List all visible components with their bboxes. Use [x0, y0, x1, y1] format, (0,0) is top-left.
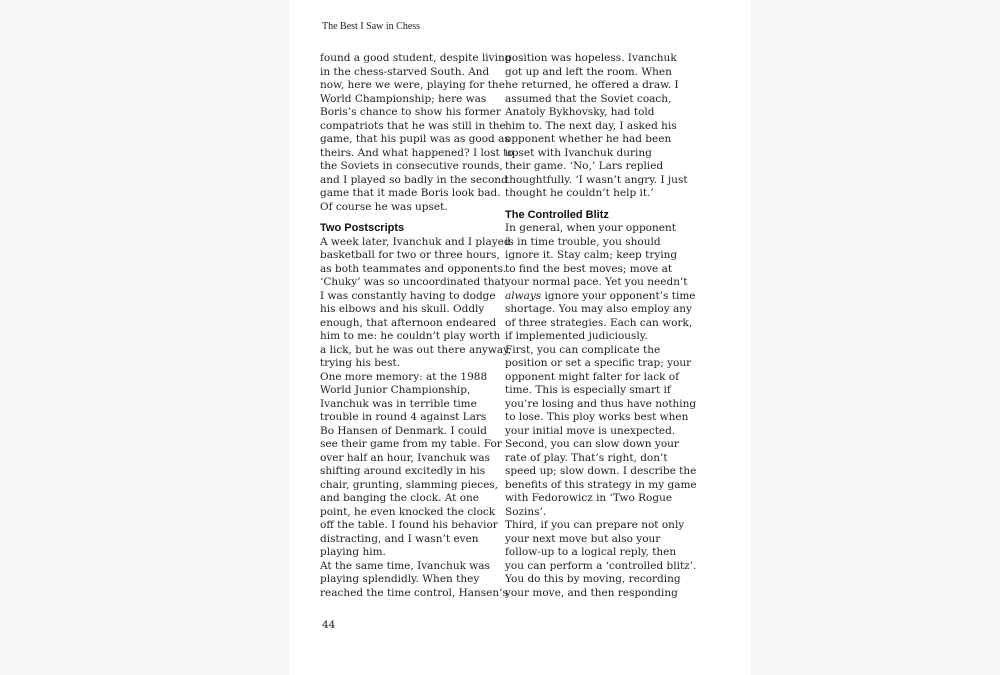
paragraph [505, 222, 696, 344]
text-line: position or set a specific trap; your [505, 357, 692, 369]
text-line: playing splendidly. When they [320, 573, 480, 585]
text-line: You do this by moving, recording [505, 573, 681, 585]
section-heading: The Controlled Blitz [505, 208, 609, 221]
text-line: Second, you can slow down your [505, 438, 679, 450]
text-run: ignore your opponent’s time [541, 289, 696, 302]
text-line: now, here we were, playing for the [320, 79, 505, 91]
text-line: to lose. This ploy works best when [505, 411, 689, 423]
text-line: distracting, and I wasn’t even [320, 532, 479, 545]
text-line: playing him. [320, 546, 386, 558]
text-line: with Fedorowicz in ‘Two Rogue [505, 492, 673, 504]
text-line: him to. The next day, I asked his [505, 119, 677, 132]
text-line: their game. ‘No,’ Lars replied [505, 160, 664, 172]
text-line: A week later, Ivanchuk and I played [320, 235, 511, 248]
text-line [505, 289, 696, 304]
text-line: as both teammates and opponents. [320, 262, 507, 275]
text-line: upset with Ivanchuk during [505, 146, 652, 159]
text-line: One more memory: at the 1988 [320, 370, 488, 383]
text-line: he returned, he offered a draw. I [505, 79, 679, 91]
text-line: At the same time, Ivanchuk was [320, 559, 490, 572]
text-line: and I played so badly in the second [320, 173, 508, 186]
text-line: I was constantly having to dodge [320, 289, 496, 302]
text-line: in the chess-starved South. And [320, 65, 490, 78]
text-line: World Championship; here was [320, 92, 487, 105]
text-line: of three strategies. Each can work, [505, 316, 693, 329]
paragraph [505, 438, 697, 519]
text-line: enough, that afternoon endeared [320, 316, 497, 329]
text-line: basketball for two or three hours, [320, 249, 500, 261]
spacer [505, 201, 685, 209]
left-column [320, 52, 514, 600]
text-line: trouble in round 4 against Lars [320, 411, 487, 423]
emphasis: always [505, 289, 542, 302]
text-line: him to me: he couldn’t play worth [320, 330, 501, 342]
text-line: Sozins’. [505, 505, 547, 518]
text-line: reached the time control, Hansen’s [320, 586, 508, 599]
text-line: In general, when your opponent [505, 222, 676, 234]
text-line: your move, and then responding [505, 586, 678, 599]
section-heading: Two Postscripts [320, 222, 405, 234]
text-line: your normal pace. Yet you needn’t [505, 276, 688, 288]
text-line: World Junior Championship, [320, 384, 471, 396]
text-line: Boris’s chance to show his former [320, 106, 501, 118]
text-line: chair, grunting, slamming pieces, [320, 478, 499, 491]
text-line: to find the best moves; move at [505, 262, 673, 275]
text-line: position was hopeless. Ivanchuk [505, 52, 677, 64]
text-line: over half an hour, Ivanchuk was [320, 451, 491, 464]
text-line: thought he couldn’t help it.’ [505, 187, 654, 199]
text-line: trying his best. [320, 357, 401, 369]
text-line: ‘Chuky’ was so uncoordinated that [320, 276, 506, 288]
text-line: and banging the clock. At one [320, 492, 479, 504]
text-line: off the table. I found his behavior [320, 519, 498, 531]
page-number: 44 [322, 619, 336, 631]
text-line: ignore it. Stay calm; keep trying [505, 249, 678, 261]
text-line: point, he even knocked the clock [320, 505, 496, 518]
text-line: Bo Hansen of Denmark. I could [320, 424, 488, 437]
text-line: speed up; slow down. I describe the [505, 465, 697, 477]
text-line: the Soviets in consecutive rounds, [320, 160, 503, 172]
paragraph [320, 559, 508, 601]
text-line: game, that his pupil was as good as [320, 133, 510, 145]
running-head: The Best I Saw in Chess [322, 21, 421, 32]
text-line: rate of play. That’s right, don’t [505, 451, 668, 464]
text-line: you’re losing and thus have nothing [505, 397, 697, 410]
right-column [505, 52, 697, 600]
text-line: you can perform a ‘controlled blitz’. [505, 559, 697, 572]
paragraph [505, 519, 697, 600]
text-line: is in time trouble, you should [505, 235, 661, 248]
text-line: got up and left the room. When [505, 65, 672, 78]
text-line: your initial move is unexpected. [505, 424, 676, 437]
text-line: theirs. And what happened? I lost to [320, 146, 514, 159]
text-line: Anatoly Bykhovsky, had told [505, 106, 655, 118]
paragraph [505, 52, 688, 201]
text-line: see their game from my table. For [320, 438, 502, 450]
text-line: a lick, but he was out there anyway, [320, 343, 512, 356]
text-line: time. This is especially smart if [505, 384, 671, 396]
text-line: First, you can complicate the [505, 343, 661, 356]
text-line: opponent might falter for lack of [505, 370, 680, 383]
text-line: thoughtfully. ‘I wasn’t angry. I just [505, 173, 688, 186]
spacer [320, 214, 498, 222]
text-line: Ivanchuk was in terrible time [320, 397, 477, 410]
text-line: follow-up to a logical reply, then [505, 546, 677, 558]
paragraph [320, 370, 502, 560]
paragraph [320, 235, 512, 371]
text-line: your next move but also your [505, 532, 661, 545]
text-line: found a good student, despite living [320, 52, 512, 64]
text-line: shifting around excitedly in his [320, 465, 486, 477]
text-line: assumed that the Soviet coach, [505, 92, 672, 105]
paragraph [320, 52, 514, 214]
text-line: shortage. You may also employ any [505, 303, 692, 315]
paragraph [505, 343, 697, 439]
text-line: benefits of this strategy in my game [505, 478, 697, 491]
text-line: his elbows and his skull. Oddly [320, 303, 485, 315]
text-line: compatriots that he was still in the [320, 119, 506, 132]
text-line: opponent whether he had been [505, 133, 672, 145]
text-line: Third, if you can prepare not only [505, 519, 685, 531]
text-line: Of course he was upset. [320, 200, 448, 213]
text-line: if implemented judiciously. [505, 330, 648, 342]
text-line: game that it made Boris look bad. [320, 187, 501, 199]
